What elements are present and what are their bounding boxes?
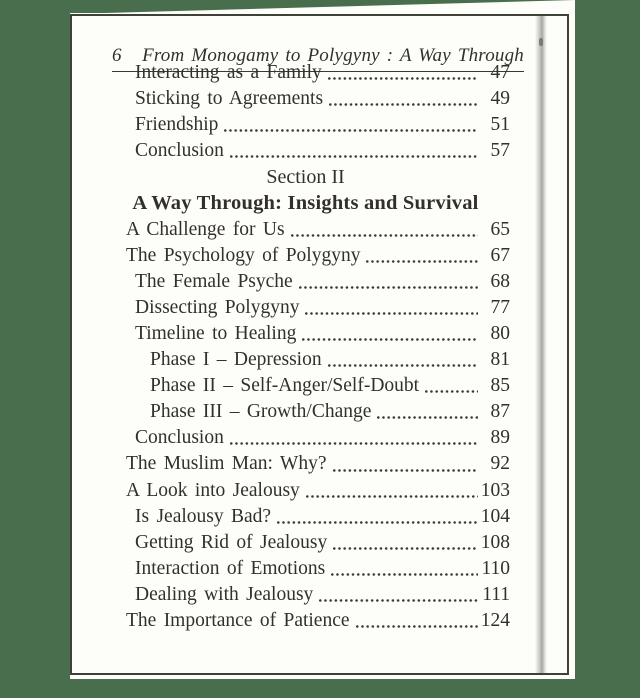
toc-entry [72,478,567,504]
toc-entry-page-number: 65 [490,218,510,240]
paper-edge-top [70,0,575,14]
toc-list [72,60,567,634]
toc-entry-label: Dissecting Polygyny [135,296,300,318]
toc-entry [72,295,567,321]
toc-entry-page-number: 67 [490,244,510,266]
toc-entry-label: Dealing with Jealousy [135,583,314,605]
dotted-leader [329,103,478,106]
section-heading: Section II [266,166,345,189]
toc-entry-page-number: 110 [481,557,510,579]
toc-entry [72,582,567,608]
toc-entry-page-number: 124 [480,609,510,631]
toc-entry-label: Is Jealousy Bad? [135,505,272,527]
dotted-leader [277,521,478,524]
toc-entry-label: Phase III – Growth/Change [150,401,372,423]
toc-entry-label: Phase I – Depression [150,349,322,371]
dotted-leader [328,364,478,367]
toc-entry-label: Friendship [135,114,219,136]
toc-entry [72,530,567,556]
section-title: A Way Through: Insights and Survival [132,192,479,215]
book-page [70,14,569,675]
toc-entry-label: Conclusion [135,427,224,449]
toc-entry-page-number: 80 [490,322,510,344]
dotted-leader [425,390,478,393]
toc-entry-label: The Muslim Man: Why? [126,453,327,475]
toc-entry [72,556,567,582]
dotted-leader [333,547,478,550]
dotted-leader [377,416,478,419]
toc-entry-label: The Importance of Patience [126,609,350,631]
toc-entry-label: Getting Rid of Jealousy [135,531,328,553]
toc-entry [72,425,567,451]
dotted-leader [291,234,478,237]
toc-entry-label: A Look into Jealousy [126,479,300,501]
toc-entry [72,86,567,112]
toc-entry-page-number: 51 [490,114,510,136]
toc-entry-label: A Challenge for Us [126,218,285,240]
running-title: From Monogamy to Polygyny : A Way Through [142,45,524,66]
dotted-leader [366,260,478,263]
dotted-leader [302,338,478,341]
toc-entry [72,60,567,86]
toc-entry-label: Interaction of Emotions [135,557,326,579]
dotted-leader [224,129,478,132]
toc-entry-page-number: 104 [480,505,510,527]
scan-speck [539,38,543,46]
toc-entry [72,451,567,477]
dotted-leader [319,599,478,602]
toc-entry [72,399,567,425]
toc-entry [72,112,567,138]
toc-entry-page-number: 68 [490,270,510,292]
dotted-leader [299,286,478,289]
toc-entry-page-number: 111 [482,583,510,605]
toc-entry [72,373,567,399]
toc-entry [72,217,567,243]
toc-entry [72,608,567,634]
dotted-leader [356,625,478,628]
folio-page-number: 6 [112,45,122,66]
toc-entry-page-number: 103 [480,479,510,501]
toc-entry-label: Interacting as a Family [135,62,322,83]
toc-entry [72,504,567,530]
toc-entry-page-number: 108 [480,531,510,553]
toc-entry-label: The Psychology of Polygyny [126,244,361,266]
toc-entry-page-number: 81 [490,349,510,371]
dotted-leader [331,573,478,576]
toc-entry-page-number: 85 [490,375,510,397]
toc-entry [72,243,567,269]
dotted-leader [306,495,478,498]
toc-entry-page-number: 57 [490,140,510,162]
toc-entry-page-number: 87 [490,401,510,423]
dotted-leader [230,155,478,158]
dotted-leader [333,469,479,472]
toc-entry-page-number: 77 [490,296,510,318]
toc-entry-label: Sticking to Agreements [135,88,324,110]
dotted-leader [328,77,478,80]
dotted-leader [305,312,478,315]
dotted-leader [230,442,478,445]
toc-entry-label: Timeline to Healing [135,322,297,344]
toc-entry [72,321,567,347]
toc-entry-label: Phase II – Self-Anger/Self-Doubt [150,375,420,397]
toc-entry-page-number: 89 [490,427,510,449]
toc-entry-page-number: 47 [490,62,510,83]
toc-entry-page-number: 92 [490,453,510,475]
toc-entry-page-number: 49 [490,88,510,110]
toc-entry-label: Conclusion [135,140,224,162]
toc-entry [72,138,567,164]
toc-entry-label: The Female Psyche [135,270,293,292]
toc-entry [72,347,567,373]
toc-entry [72,269,567,295]
